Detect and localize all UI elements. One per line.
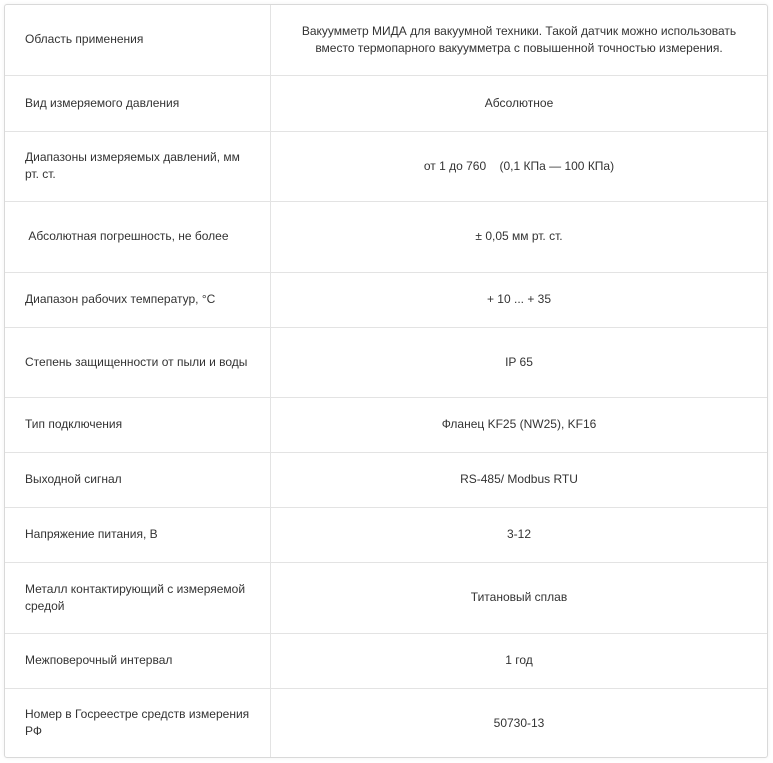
row-value: 50730-13 [493,715,545,730]
row-value: 1 год [271,633,768,688]
row-value: от 1 до 760 (0,1 КПа — 100 КПа) [271,131,768,201]
table-row [5,327,767,397]
row-value: Вакуумметр МИДА для вакуумной техники. Такой датчик можно использовать вместо термопарного вакуумметра с повышенной точностью измерения. [271,5,768,75]
row-value: RS-485/ Modbus RTU [271,452,768,507]
table-row [5,688,767,758]
row-label: Выходной сигнал [5,452,271,507]
table-row [5,272,767,327]
table-row [5,633,767,688]
row-label: Абсолютная погрешность, не более [5,201,271,272]
row-value: 3-12 [271,507,768,562]
row-label: Вид измеряемого давления [5,75,271,131]
row-value: + 10 ... + 35 [271,272,768,327]
spec-table [5,5,767,758]
row-label: Металл контактирующий с измеряемой средой [5,562,271,633]
spec-table-container [4,4,768,758]
row-label: Степень защищенности от пыли и воды [5,327,271,397]
row-label: Межповерочный интервал [5,633,271,688]
table-row [5,5,767,75]
row-label: Напряжение питания, В [5,507,271,562]
table-row [5,131,767,201]
row-value: Фланец KF25 (NW25), KF16 [271,397,768,452]
row-label: Диапазон рабочих температур, °С [5,272,271,327]
row-label: Номер в Госреестре средств измерения РФ [5,688,271,758]
table-row [5,562,767,633]
row-label: Диапазоны измеряемых давлений, мм рт. ст. [5,131,271,201]
table-row [5,75,767,131]
row-label: Область применения [5,5,271,75]
table-row [5,452,767,507]
row-value: Титановый сплав [271,562,768,633]
row-value: Абсолютное [271,75,768,131]
table-row [5,507,767,562]
table-row [5,201,767,272]
row-label: Тип подключения [5,397,271,452]
row-value: IP 65 [271,327,768,397]
table-row [5,397,767,452]
row-value: ± 0,05 мм рт. ст. [271,201,768,272]
